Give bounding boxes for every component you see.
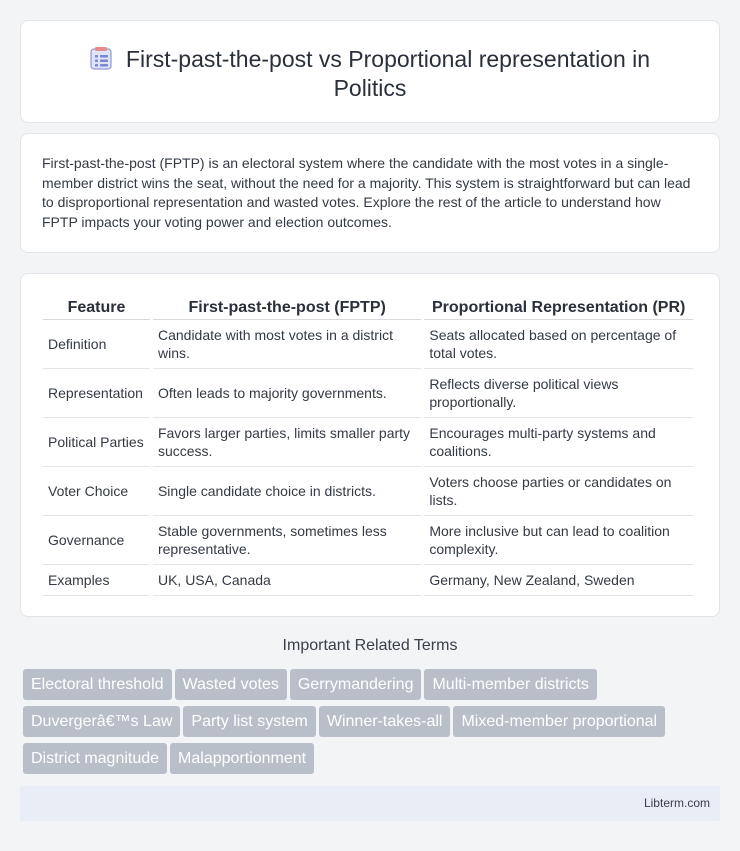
fptp-cell: Candidate with most votes in a district wins.: [153, 320, 421, 369]
tag-district-magnitude[interactable]: District magnitude: [23, 743, 167, 774]
footer: [20, 786, 720, 821]
pr-cell: More inclusive but can lead to coalition complexity.: [424, 516, 693, 565]
table-row: [43, 565, 693, 596]
fptp-cell: Stable governments, sometimes less representative.: [153, 516, 421, 565]
header-feature: Feature: [43, 294, 150, 320]
pr-cell: Encourages multi-party systems and coalitions.: [424, 418, 693, 467]
header-pr: Proportional Representation (PR): [424, 294, 693, 320]
related-terms-title: Important Related Terms: [282, 637, 458, 654]
tag-multi-member-districts[interactable]: Multi-member districts: [424, 669, 596, 700]
footer-brand-link[interactable]: Libterm.com: [643, 796, 710, 810]
table-header-row: [43, 294, 693, 320]
title-row: [51, 45, 689, 103]
pr-cell: Voters choose parties or candidates on lists.: [424, 467, 693, 516]
tag-party-list-system[interactable]: Party list system: [183, 706, 315, 737]
fptp-cell: UK, USA, Canada: [153, 565, 421, 596]
pr-cell: Germany, New Zealand, Sweden: [424, 565, 693, 596]
intro-card: [20, 133, 720, 253]
fptp-cell: Often leads to majority governments.: [153, 369, 421, 418]
table-row: [43, 418, 693, 467]
tag-row: [23, 743, 713, 780]
tag-mixed-member-proportional[interactable]: Mixed-member proportional: [453, 706, 665, 737]
table-row: [43, 516, 693, 565]
tag-gerrymandering[interactable]: Gerrymandering: [290, 669, 422, 700]
table-row: [43, 320, 693, 369]
table-row: [43, 467, 693, 516]
feature-cell: Examples: [43, 565, 150, 596]
comparison-table: [40, 294, 696, 596]
page-title-text: First-past-the-post vs Proportional representation in Politics: [125, 46, 651, 101]
page-title: [51, 45, 689, 103]
tag-row: [23, 669, 713, 706]
feature-cell: Governance: [43, 516, 150, 565]
feature-cell: Definition: [43, 320, 150, 369]
fptp-cell: Favors larger parties, limits smaller party success.: [153, 418, 421, 467]
fptp-cell: Single candidate choice in districts.: [153, 467, 421, 516]
header-card: [20, 20, 720, 123]
header-fptp: First-past-the-post (FPTP): [153, 294, 421, 320]
document-list-icon: [90, 46, 112, 70]
pr-cell: Seats allocated based on percentage of total votes.: [424, 320, 693, 369]
tag-malapportionment[interactable]: Malapportionment: [170, 743, 314, 774]
table-row: [43, 369, 693, 418]
tag-wasted-votes[interactable]: Wasted votes: [175, 669, 287, 700]
tag-electoral-threshold[interactable]: Electoral threshold: [23, 669, 172, 700]
tag-duvergers-law[interactable]: Duvergerâ€™s Law: [23, 706, 180, 737]
feature-cell: Voter Choice: [43, 467, 150, 516]
pr-cell: Reflects diverse political views proportionally.: [424, 369, 693, 418]
tag-winner-takes-all[interactable]: Winner-takes-all: [319, 706, 451, 737]
intro-paragraph: First-past-the-post (FPTP) is an electoral system where the candidate with the most votes in a single-member district wins the seat, without the need for a majority. This system is straightforward but can lead to disproportional representation and wasted votes. Explore the rest of the article to understand how FPTP impacts your voting power and election outcomes.: [42, 155, 691, 230]
comparison-card: [20, 273, 720, 617]
related-terms-tags: [23, 669, 713, 780]
feature-cell: Political Parties: [43, 418, 150, 467]
tag-row: [23, 706, 713, 743]
feature-cell: Representation: [43, 369, 150, 418]
